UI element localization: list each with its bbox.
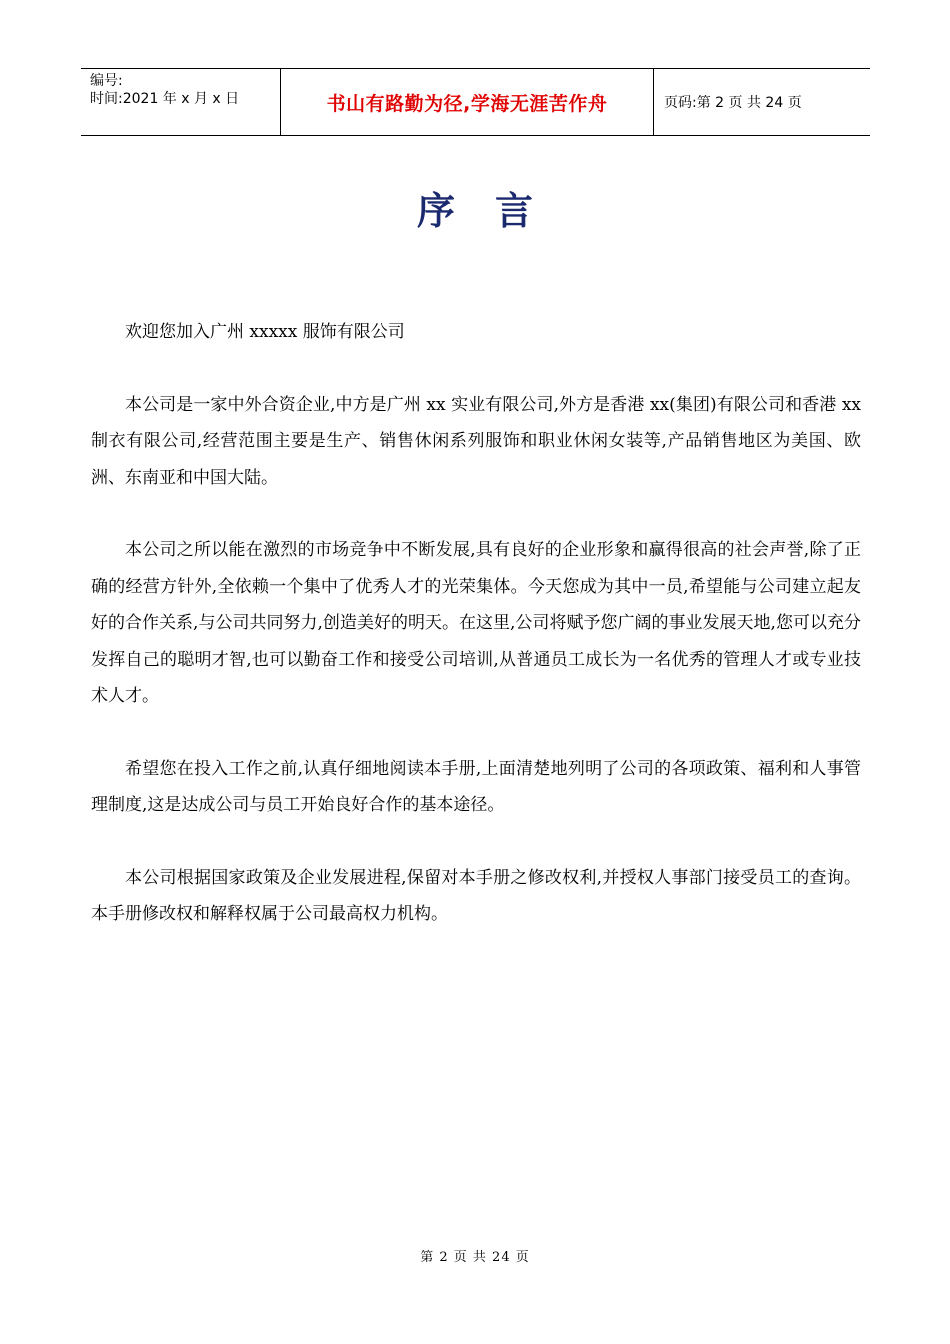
page-footer: 第 2 页 共 24 页 bbox=[420, 1250, 530, 1265]
page-info: 页码:第 2 页 共 24 页 bbox=[664, 95, 802, 111]
page-title: 序言 bbox=[416, 188, 573, 233]
preface-body bbox=[91, 314, 861, 969]
paragraph-company-culture: 本公司之所以能在激烈的市场竞争中不断发展,具有良好的企业形象和赢得很高的社会声誉,除了正确的经营方针外,全依赖一个集中了优秀人才的光荣集体。今天您成为其中一员,希望能与公司建立起友好的合作关系,与公司共同努力,创造美好的明天。在这里,公司将赋予您广阔的事业发展天地,您可以充分发挥自己的聪明才智,也可以勤奋工作和接受公司培训,从普通员工成长为一名优秀的管理人才或专业技术人才。 bbox=[91, 540, 861, 706]
header-page-cell bbox=[654, 69, 870, 135]
paragraph-read-handbook: 希望您在投入工作之前,认真仔细地阅读本手册,上面清楚地列明了公司的各项政策、福利和人事管理制度,这是达成公司与员工开始良好合作的基本途径。 bbox=[91, 758, 861, 815]
paragraph-welcome: 欢迎您加入广州 xxxxx 服饰有限公司 bbox=[125, 322, 405, 342]
motto-text: 书山有路勤为径,学海无涯苦作舟 bbox=[326, 92, 608, 115]
header-meta-cell bbox=[81, 69, 281, 135]
date-label: 时间:2021 年 x 月 x 日 bbox=[90, 91, 240, 107]
document-header bbox=[81, 68, 870, 136]
header-motto-cell bbox=[281, 69, 654, 135]
paragraph-company-intro: 本公司是一家中外合资企业,中方是广州 xx 实业有限公司,外方是香港 xx(集团)有限公司和香港 xx 制衣有限公司,经营范围主要是生产、销售休闲系列服饰和职业休闲女装等,产品销售地区为美国、欧洲、东南亚和中国大陆。 bbox=[91, 394, 861, 488]
doc-number-label: 编号: bbox=[90, 73, 123, 89]
paragraph-rights: 本公司根据国家政策及企业发展进程,保留对本手册之修改权利,并授权人事部门接受员工的查询。本手册修改权和解释权属于公司最高权力机构。 bbox=[91, 867, 861, 924]
